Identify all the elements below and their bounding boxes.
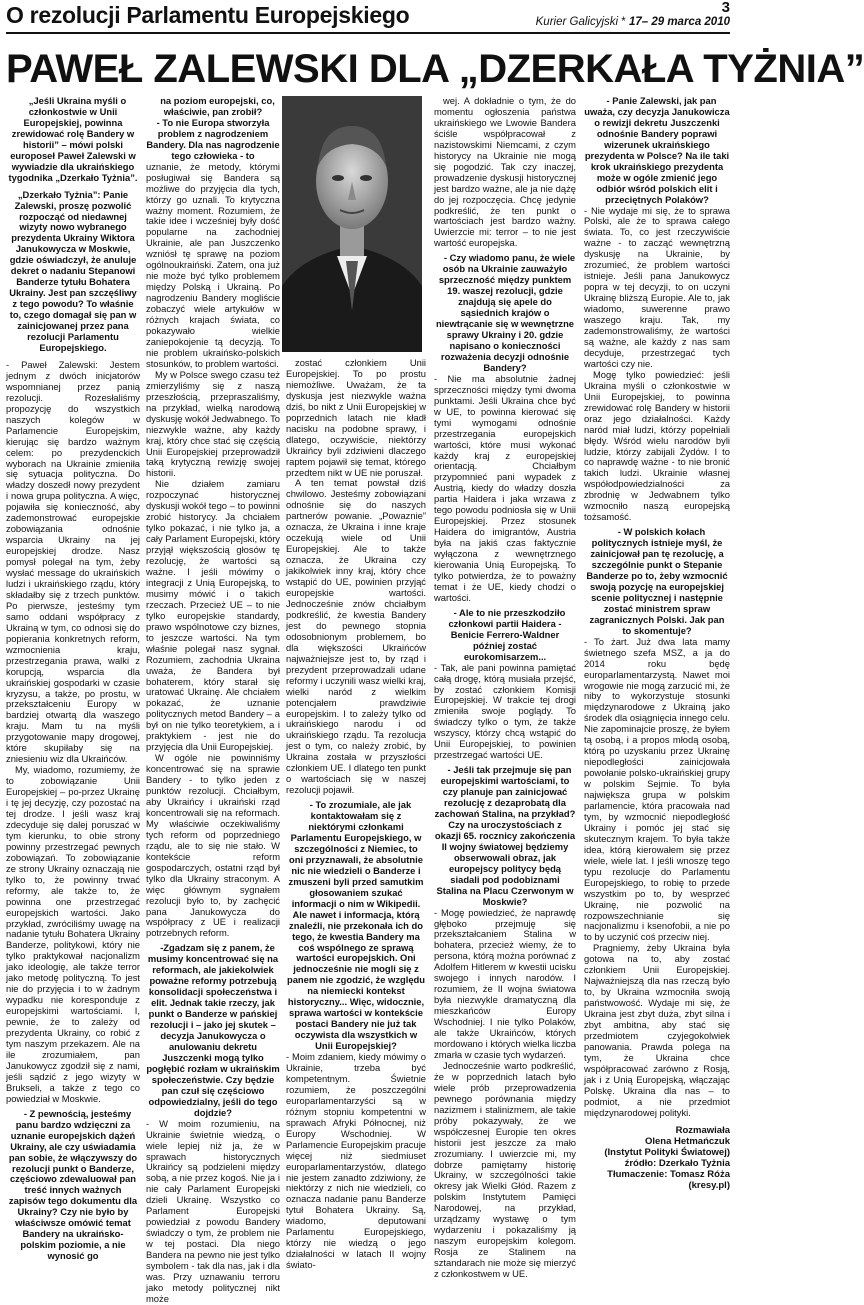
section-title: O rezolucji Parlamentu Europejskiego bbox=[6, 2, 410, 28]
paragraph: - To żart. Już dwa lata mamy świetnego szefa MSZ, a ja do 2014 roku będę europarlamentarzystą. Nawet moi wrogowie nie mogą zarzucić mi, że niby to wykorzystuje stosunki międzynarodowe z Ukrainą jako środek dla osiągnięcia innego celu. Nie zapominajcie proszę, że byłem tą osobą, i a propos młodą osobą, którą po uzyskaniu przez Ukrainę niepodległości zainicjowała powołanie polsko-ukraińskiej grupy w polskim Sejmie. To była największa grupa w polskim parlamencie, która pracowała nad tym, by wzmocnić niepodległość Ukrainy i pomóc jej stać się skutecznym krajem. To była także idea, którą kierowałem się przez wiele, wiele lat. I jeśli wnoszę tego typu rezolucje do Parlamentu Europejskiego, to robię to przede wszystkim po to, by wesprzeć Ukrainę, nie pozwolić na rozpowszechnianie się nacjonalizmu i ksenofobii, a nie po to by uczynić coś przeciw niej. bbox=[584, 635, 730, 943]
article-body bbox=[6, 95, 730, 1304]
byline-line: Olena Hetmańczuk bbox=[645, 1135, 730, 1147]
paragraph: wej. A dokładnie o tym, że do momentu ogłoszenia państwa ukraińskiego we Lwowie Bandera ściśle współpracował z nazistowskimi Niemcami, z czym historycy na Ukrainie nie mogą się pogodzić. Tak czy inaczej, prowadzenie dyskusji historycznej jest bardzo ważne, ale ja nie dążę do jej rozpoczęcia. Chcę jedynie podkreślić, że ten punkt o wartościach jest bardzo ważny. Uwierzcie mi: terror – to nie jest wartość europejska. bbox=[434, 95, 576, 249]
paragraph: W ogóle nie powinniśmy koncentrować się na sprawie Bandery - to tylko jeden z punktów rezolucji. Chciałbym, aby Ukraińcy i ukraiński rząd koncentrowali się na reformach. My właściwie oczekiwaliśmy tych reform od poprzedniego rządu, ale to się nie stało. W kontekście reform gospodarczych, ostatni rząd był tylko dla Ukrainy straconym. A więc głównym sygnałem rezolucji było to, by zachęcić pana Janukowycza do współpracy z UE i realizacji potrzebnych reform. bbox=[146, 752, 280, 939]
paragraph: - Nie ma absolutnie żadnej sprzeczności między tymi dwoma punktami. Jeśli Ukraina chce być w UE, to powinna kierować się tymi wymogami odnośnie przestrzegania europejskich wartości, które musi wykonać każdy kraj z europejskiej orientacją. Chciałbym przypomnieć pani wypadek z Austrią, kiedy do władzy doszła partia Haidera i jaka wrzawa z tego powodu podniosła się w Unii Europejskiej. Przez stosunek Haidera do imigrantów, Austria była na jakiś czas faktycznie wyłączona z wewnętrznego kierowania Unią Europejską. To tylko potwierdza, że to poważny temat i że UE, kiedy chodzi o wartości. bbox=[434, 372, 576, 603]
column-5 bbox=[584, 95, 730, 1191]
paragraph: - Jeśli tak przejmuje się pan europejskimi wartościami, to czy planuje pan zainicjować rezolucję z dezaprobatą dla zachowań Stalina, na przykład? Czy na uroczystościach z okazji 65. rocznicy zakończenia II wojny światowej będziemy obserwowali obraz, jak europejscy politycy będą siadali pod podobiznami Stalina na Placu Czerwonym w Moskwie? bbox=[434, 764, 576, 907]
paragraph: Jednocześnie warto podkreślić, że w poprzednich latach było wiele prób przeprowadzenia pewnego porównania między nazizmem i stalinizmem, ale takie próby pokazywały, że we współczesnej Europie ten okres historii jest jeszcze za mało zrozumiany. I uwierzcie mi, my dobrze pamiętamy historię Ukrainy, w szczególności takie okresy jak Wielki Głód. Razem z polskim Instytutem Pamięci Narodowej, na przykład, urządzamy wystawę o tym wydarzeniu i pokazaliśmy ją naszym europejskim kolegom. Rosja ze Stalinem na sztandarach nie może się mierzyć z członkostwem w UE. bbox=[434, 1059, 576, 1280]
issue-date: 17– 29 marca 2010 bbox=[628, 16, 730, 28]
paragraph: zostać członkiem Unii Europejskiej. To po prostu niemożliwe. Uważam, że ta dyskusja jest niezwykle ważna dziś, bo nikt z Unii Europejskiej w poprzednich latach nie kładł nacisku na podobne sprawy, i dlatego, oczywiście, niektórzy Ukraińcy byli zdziwieni dlaczego raptem pojawił się temat, którego przedtem nikt w UE nie poruszał. bbox=[286, 357, 426, 478]
byline bbox=[584, 1125, 730, 1191]
paragraph: - Nie wydaje mi się, że to sprawa Polski, ale że to sprawa całego świata. To, co jest rzeczywiście ważne - to zacząć wewnętrzną dyskusję na Ukrainie, by zrozumieć, że problem wartości istnieje. Jeśli pana Janukowycz popra w tej decyzji, to on uczyni Ukrainę bliższą Europie. Ale to, jak wiadomo, suwerenne prawo waszego kraju. Tak, my zademonstrowaliśmy, że wartości są ważne, ale każdy z nas sam decyduje, przestrzegać tych wartości czy nie. bbox=[584, 204, 730, 369]
newspaper-name: Kurier Galicyjski bbox=[535, 16, 619, 28]
paragraph: - Czy wiadomo panu, że wiele osób na Ukrainie zauważyło sprzeczność między punktem 19. waszej rezolucji, gdzie znajdują się apele do sąsiednich krajów o niewtrącanie się w wewnętrzne sprawy Ukrainy i 20. gdzie napisano o konieczności rozważenia decyzji odnośnie Bandery? bbox=[435, 252, 576, 373]
paragraph: uznanie, że metody, którymi posługiwał się Bandera są możliwe do przyjęcia dla tych, którzy go uznali. To krytyczna ważny moment. Rozumiem, że takie idee i wcześniej były dość popularne na zachodniej Ukrainie, ale pan Juszczenko wzniósł tę sprawę na poziom ogólnoukraiński. Zatem, ona już nie może być tylko problemem między Polską i Ukrainą. Po nagrodzeniu Bandery mogliście zobaczyć wiele artykułów w różnych krajach świata, co pokazywało wielkie zaniepokojenie tą decyzją. To nie problem ukraińsko-polskich stosunków, to problem wartości. bbox=[146, 160, 280, 369]
paragraph: - Mogę powiedzieć, że naprawdę głęboko przejmuję się przekształcaniem Stalina w bohatera, przecież wiemy, że to persona, którą można porównać z Adolfem Hitlerem w kwestii ucisku swojego i innych narodów. I rozumiem, że II wojna światowa była niezwykle dramatyczną dla mieszkańców Europy Wschodniej. I nie tylko Polaków, ale także Ukraińców, których mordowano i których wielka liczba zmarła w czasie tych wydarzeń. bbox=[434, 906, 576, 1060]
paragraph: - W moim rozumieniu, na Ukrainie świetnie wiedzą, o wiele lepiej niż ja, że w sprawach historycznych Ukraińcy są podzieleni między sobą, a nie przez kogoś. Nie ja i nie cały Parlament Europejski dzieli Ukrainę. Wszystko co Parlament Europejski powiedział z powodu Bandery świadczy o tym, że problem nie w tej postaci. Dla niego Bandera na pewno nie jest tylko symbolem - tak dla nas, jak i dla was. Przy uznawaniu terroru jako metody politycznej nikt może bbox=[146, 1117, 280, 1304]
paragraph: Nie działem zamiaru rozpoczynać historycznej dyskusji wokół tego – to powinni zrobić historycy. Ja chciałem tylko pokazać, i nie tylko ja, a cały Parlament Europejski, który przyjął większością głosów tę rezolucję, że wartości są ważne. I jeśli mówimy o integracji z Unią Europejską, to musimy mówić i o takich rzeczach. Przecież UE – to nie tylko europejskie standardy, prawo wspólnotowe czy biznes, to jeszcze wartości. Na tym właśnie polegał nasz sygnał. Rozumiem, zachodnia Ukraina uważa, że Bandera był bohaterem, który starał się uratować Ukrainę. Ale chciałem pokazać, że uznanie politycznych metod Bandery – a był on nie tylko teoretykiem, a i praktykiem - jest nie do przyjęcia dla Unii Europejskiej. bbox=[146, 478, 280, 753]
byline-line: (kresy.pl) bbox=[688, 1179, 730, 1191]
paragraph: - Panie Zalewski, jak pan uważa, czy decyzja Janukowicza o rewizji dekretu Juszczenki odnośnie Bandery poprawi wizerunek ukraińskiego prezydenta w Polsce? Na ile taki krok ukraińskiego prezydenta może w ogóle zmienić jego odbiór wśród polskich elit i przeciętnych Polaków? bbox=[584, 95, 730, 205]
paragraph: „Jeśli Ukraina myśli o członkostwie w Unii Europejskiej, powinna zrewidować rolę Bandery w historii” – mówi polski europoseł Paweł Zalewski w wywiadzie dla ukraińskiego tygodnika „Dzerkało Tyżnia”. bbox=[8, 95, 138, 183]
paragraph: My, wiadomo, rozumiemy, że to zobowiązanie Unii Europejskiej – po-przez Ukrainę i tę jej decyzję, czy pozostać na tej drodze. I jeśli wasz kraj zdecyduje się dalej poruszać w tym kierunku, to obie strony powinny przestrzegać pewnych zobowiązań. To zobowiązanie ze strony Ukrainy oznaczają nie tylko to, że powinny trwać reformy, ale także to, że powinna one przestrzegać europejskich wartości. Jako przykład, zwróciliśmy uwagę na nadanie tytułu Bohatera Ukrainy Banderze, politykowi, który nie tylko praktykował nacjonalizm jako ideologię, ale także terror jako metodę polityczną. To jest nie do przyjęcia i to w żadnym wypadku nie koresponduje z europejskimi wartościami. I, pewnie, że to zależy od prezydenta Ukrainy, co robić z tym naszym przekazem. Ale na ile zrozumiałem, pan Janukowycz zgodził się z nami, jeśli sądzić z jego wizyty w Brukseli, a także z tego co powiedział w Moskwie. bbox=[6, 764, 140, 1104]
column-1 bbox=[6, 95, 140, 1262]
separator: * bbox=[618, 16, 629, 28]
paragraph: - Tak, ale pani powinna pamiętać całą drogę, którą musiała przejść, by zostać członkiem Komisji Europejskiej. W trakcie tej drogi zmieniła swoje poglądy. To świadczy tylko o tym, że także wszyscy, którzy chcą wstąpić do Unii Europejskiej, to powinien przestrzegać wartości UE. bbox=[434, 661, 576, 761]
paragraph: My w Polsce swego czasu też zmierzyliśmy się z naszą przeszłością, przepraszaliśmy, na przykład, wielką narodową dyskusję wokół Jedwabnego. To niezwykle ważne, aby każdy kraj, który chce stać się częścią Unii Europejskiej przeprowadził taką krytyczną rewizję swojej historii. bbox=[146, 368, 280, 479]
column-3 bbox=[286, 357, 426, 1271]
byline-line: Rozmawiała bbox=[675, 1124, 730, 1136]
byline-line: Tłumaczenie: Tomasz Róża bbox=[607, 1168, 730, 1180]
byline-line: (Instytut Polityki Światowej) bbox=[604, 1146, 730, 1158]
paragraph: - Z pewnością, jesteśmy panu bardzo wdzięczni za uznanie europejskich dążeń Ukrainy, ale czy uświadamia pan sobie, że włączywszy do rezolucji punkt o Banderze, częściowo zdewaluował pan treść innych ważnych zapisów tego dokumentu dla Ukrainy? Czy nie było by właściwsze omówić temat Bandery na ukraińsko-polskim poziomie, a nie wynosić go bbox=[8, 1107, 138, 1262]
paragraph: „Dzerkało Tyżnia”: Panie Zalewski, proszę pozwolić rozpocząć od niedawnej wizyty nowo wybranego prezydenta Ukrainy Wiktora Janukowycza w Moskwie, gdzie oświadczył, że anuluje dekret o nadaniu Stepanowi Banderze tytułu Bohatera Ukrainy. Jest pan szczęśliwy z tego powodu? To właśnie to, czego domagał się pan w zainicjowanej przez pana rezolucji Parlamentu Europejskiego. bbox=[9, 188, 137, 353]
page-number: 3 bbox=[721, 0, 730, 16]
column-4 bbox=[434, 95, 576, 1280]
article-headline: PAWEŁ ZALEWSKI DLA „DZERKAŁA TYŻNIA” bbox=[6, 47, 864, 91]
paragraph: -Zgadzam się z panem, że musimy koncentrować się na reformach, ale jakiekolwiek poważne reformy potrzebują konsolidacji społeczeństwa i elit. Jednak takie rzeczy, jak punkt o Banderze w pańskiej rezolucji i – jako jej skutek – decyzja Janukowycza o anulowaniu dekretu Juszczenki mogą tylko pogłębić rozłam w ukraińskim społeczeństwie. Czy będzie pan czuł się częściowo odpowiedzialny, jeśli do tego dojdzie? bbox=[146, 942, 280, 1118]
paragraph: - W polskich kołach politycznych istnieje myśl, że zainicjował pan tę rezolucję, a szczególnie punkt o Stepanie Banderze po to, żeby wzmocnić swoją pozycję na europejskiej scenie politycznej i następnie zostać ministrem spraw zagranicznych Polski. Jak pan to skomentuje? bbox=[586, 526, 728, 636]
paragraph: - To zrozumiale, ale jak kontaktowałam się z niektórymi członkami Parlamentu Europejskiego, w szczególności z Niemiec, to oni przyznawali, że absolutnie nic nie wiedzieli o Banderze i zmuszeni byli przed samutkim głosowaniem szukać informacji o nim w Wikipedii. Ale nawet i informacja, którą znaleźli, nie przekonała ich do tego, że kwestia Bandery ma coś wspólnego ze sprawą wartości europejskich. Oni jednocześnie nie mogli się z panem nie zgodzić, że względu na niemiecki kontekst historyczny... Więc, widocznie, sprawa wartości w kontekście postaci Bandery nie już tak oczywista dla wszystkich w Unii Europejskiej? bbox=[286, 799, 426, 1052]
paragraph: - Moim zdaniem, kiedy mówimy o Ukrainie, trzeba być kompetentnym. Świetnie rozumiem, że poszczególni europarlamentarzyści są w różnym stopniu kompetentni w sprawach Afryki Północnej, niż Europy Wschodniej. W Parlamencie Europejskim pracuje więcej niż siedmiuset europarlamentarzystów, dlatego nie jestem zanadto zdziwiony, że niektórzy z nich nie wiedzieli, co oznacza nadanie panu Banderze tytuł Bohatera Ukrainy. Są, wiadomo, deputowani Parlamentu Europejskiego, którzy nie wiedzą o jego działalności w latach II wojny świato- bbox=[286, 1051, 426, 1271]
paragraph: A ten temat powstał dziś chwilowo. Jesteśmy zobowiązani odnośnie się do naszych partnerów powanie. „Powaznie” oznacza, że Ukraina i inne kraje oczekują wiele od Unii Europejskiej. Ale to także oznacza, że Ukraina czy jakikolwiek inny kraj, który chce wstąpić do UE, powinien przyjąć europejskie wartości. Jednocześnie znów chciałbym podkreślić, że kwestia Bandery jest do pewnego stopnia odosobnionym problemem, bo dla większości Ukraińców najważniejsze jest to, by rząd i prezydent przeprowadzali udane reformy i uczynili wasz wielki kraj, wielki naród z wielkim potencjałem prawdziwie europejskim. I to zależy tylko od ukraińskiego narodu i od ukraińskiego rządu. Ta rezolucja jest o tym, co należy zrobić, by Ukraina została w przyszłości członkiem UE. I dlatego ten punkt o wartościach się w naszej rezolucji pojawił. bbox=[286, 477, 426, 796]
paragraph: - Paweł Zalewski: Jestem jednym z dwóch inicjatorów wspomnianej przez panią rezolucji. Rozesłaliśmy propozycję do wszystkich naszych kolegów w Parlamencie Europejskim, kierując się bardzo ważnym celem: po prezydenckich wyborach na Ukrainie zmieniła się sytuacja polityczna. Do władzy doszedł nowy prezydent i nowa grupa polityczna. A więc, pojawiła się konieczność, aby zademonstrować europejskie zobowiązania odnośnie wsparcia Ukrainy na jej europejskiej drodze. Nasz pomysł polegał na tym, żeby wysłać message do ukraińskich ludzi i ukraińskiego rządu, który składałby się z trzech punktów. Po pierwsze, jesteśmy tym samo oddani współpracy z Ukrainą w tym, co odnosi się do popierania konkretnych reform, wzmocnienia kraju, przestrzegania prawa, walki z korupcją, wsparcia dla ukraińskiej gospodarki w czasie kryzysu, a także, po prostu, w przekształceniu Europy w bardziej otwartą dla waszego kraju. Mam tu na myśli przygotowanie mapy drogowej, które skupiłaby się na zniesieniu wiz dla Ukraińców. bbox=[6, 358, 140, 765]
byline-line: źródło: Dzerkało Tyżnia bbox=[624, 1157, 730, 1169]
paragraph: na poziom europejski, co, właściwie, pan zrobił? bbox=[160, 95, 275, 117]
paragraph: - Ale to nie przeszkodziło członkowi partii Haidera - Benicie Ferrero-Waldner później zostać eurokomisarzem... bbox=[448, 606, 566, 662]
publication-info bbox=[536, 15, 730, 29]
page-header bbox=[6, 0, 730, 34]
column-2 bbox=[146, 95, 280, 1304]
paragraph: Pragniemy, żeby Ukraina była gotowa na to, aby zostać członkiem Unii Europejskiej. Najważniejszą dla nas rzeczą było to, by Ukraina wzmocniła swoją państwowość. Wydaje mi się, że Ukraina jest zbyt duża, zbyt silna i zbyt ambitna, aby stać się przedmiotem czyjegokolwiek panowania. Prawda polega na tym, że Ukraina chce współpracować zarówno z Rosją, jak i z Unią Europejską, włączając Polskę. Ukraina dla nas – to podmiot, a nie przedmiot międzynarodowej polityki. bbox=[584, 942, 730, 1118]
paragraph: - To nie Europa stworzyła problem z nagrodzeniem Bandery. Dla nas nagrodzenie tego człowieka - to bbox=[146, 116, 280, 161]
paragraph: Mogę tylko powiedzieć: jeśli Ukraina myśli o członkostwie w Unii Europejskiej, to powinna zrewidować rolę Bandery w historii oraz jego działalności. Każdy naród miał ludzi, którzy popełniali błędy. Wśród wielu narodów byli ludzie, którzy zabijali Żydów. I to co naprawdę ważne - to nie bronić takich ludzi. Ukrainie własnej współodpowiedzialności za zbrodnię w Jedwabnem tylko wzmocniło naszą europejską tożsamość. bbox=[584, 368, 730, 523]
